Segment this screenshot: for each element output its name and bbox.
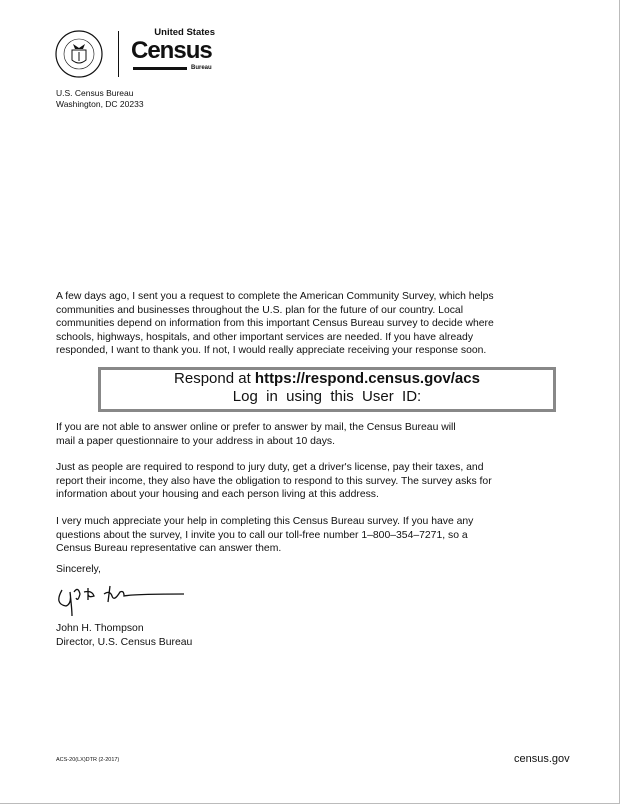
signer-title: Director, U.S. Census Bureau [56, 637, 193, 648]
paragraph-2: If you are not able to answer online or prefer to answer by mail, the Census Bureau will mail a paper questionnaire to your address in about 10 days. [56, 422, 456, 447]
respond-url-link[interactable]: https://respond.census.gov/acs [254, 370, 480, 387]
logo-line1: United States [154, 27, 215, 38]
logo-line2: Census [131, 37, 212, 64]
sender-address [56, 88, 144, 110]
census-website-link[interactable]: census.gov [514, 753, 570, 765]
signature-icon [54, 578, 204, 618]
paragraph-3: Just as people are required to respond to jury duty, get a driver's license, pay their taxes, and report their income, they also have the obligation to respond to this survey. The survey asks for information about your housing and each person living at this address. [56, 462, 492, 501]
department-of-commerce-seal-icon [55, 30, 103, 78]
paragraph-4: I very much appreciate your help in completing this Census Bureau survey. If you have any questions about the survey, I invite you to call our toll-free number 1–800–354–7271, so a Census Bureau representative can answer them. [56, 516, 474, 555]
logo-line3: Bureau [191, 65, 212, 71]
census-bureau-logo [131, 28, 221, 76]
salutation: Sincerely, [56, 564, 101, 575]
login-instruction: Log in using this User ID: [232, 388, 422, 405]
paragraph-1: A few days ago, I sent you a request to complete the American Community Survey, which helps communities and businesses throughout the U.S. plan for the future of our country. Local communities depend on information from this important Census Bureau survey to decide where schools, highways, hospitals, and other important services are needed. If you have already responded, I want to thank you. If not, I would really appreciate receiving your response soon. [56, 291, 494, 357]
logo-divider [118, 31, 119, 77]
sender-line1: U.S. Census Bureau [56, 88, 134, 98]
signer-name: John H. Thompson [56, 623, 144, 634]
logo-bar [133, 67, 187, 70]
form-code: ACS-20(LX)DTR (2-2017) [56, 757, 120, 763]
sender-line2: Washington, DC 20233 [56, 99, 144, 109]
respond-prefix: Respond at [174, 370, 255, 387]
respond-box [98, 367, 556, 412]
